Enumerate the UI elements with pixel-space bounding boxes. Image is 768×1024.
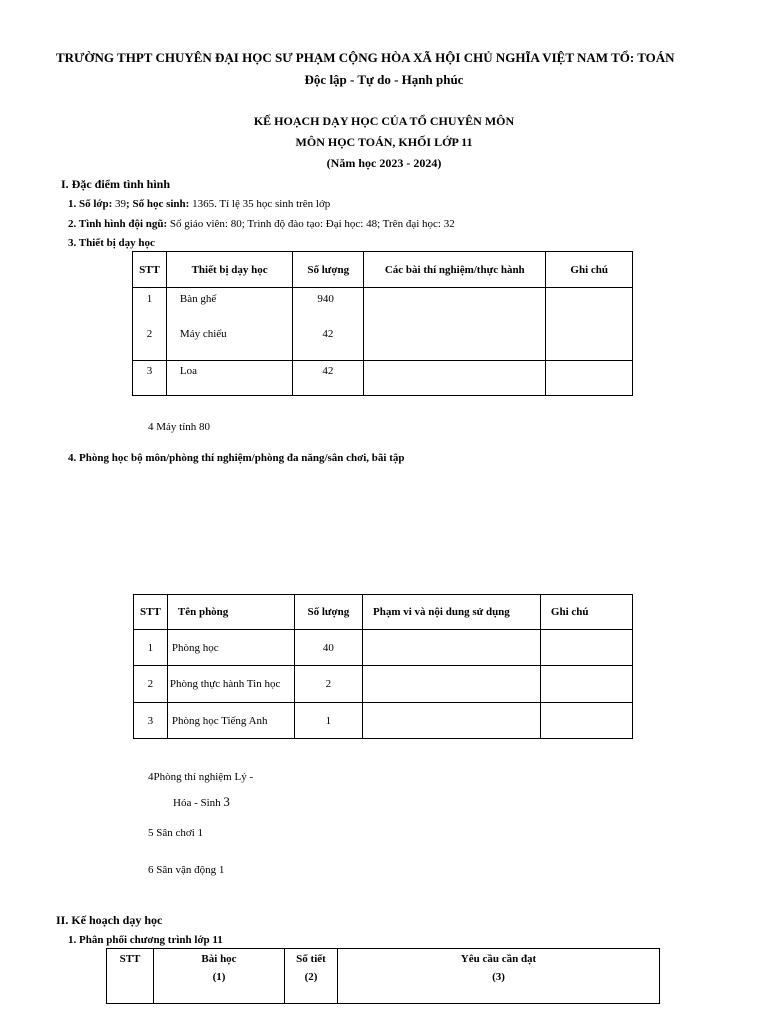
staff-line xyxy=(68,218,455,230)
col-header-stt: STT xyxy=(134,595,168,630)
room-extra-4b xyxy=(173,794,230,810)
row-quantity: 940 xyxy=(317,293,334,305)
room-extra-4a: 4Phòng thí nghiệm Lý - xyxy=(148,771,254,783)
student-ratio-text: . Tỉ lệ 35 học sinh trên lớp xyxy=(214,198,331,210)
col-header-room-name: Tên phòng xyxy=(167,595,294,630)
table-row xyxy=(133,288,633,361)
table-row xyxy=(134,630,633,666)
document-title: KẾ HOẠCH DẠY HỌC CỦA TỔ CHUYÊN MÔN xyxy=(253,114,515,128)
row-quantity: 42 xyxy=(293,361,364,396)
class-count-value: 39 xyxy=(112,198,127,210)
rooms-heading: 4. Phòng học bộ môn/phòng thí nghiệm/phòng đa năng/sân chơi, bãi tập xyxy=(68,452,405,464)
col-header-quantity: Số lượng xyxy=(293,252,364,288)
col-header-notes: Ghi chú xyxy=(540,595,632,630)
program-heading: 1. Phân phối chương trình lớp 11 xyxy=(68,934,223,946)
row-equipment-name: Máy chiếu xyxy=(179,328,227,340)
motto: Độc lập - Tự do - Hạnh phúc xyxy=(304,72,464,87)
room-extra-6: 6 Sân vận động 1 xyxy=(148,864,225,876)
col-header-stt xyxy=(107,949,154,1004)
equipment-table-header xyxy=(133,252,633,288)
staff-label: 2. Tình hình đội ngũ: xyxy=(68,218,168,230)
student-count-value: 1365 xyxy=(189,198,215,210)
staff-value: Số giáo viên: 80; Trình độ đào tạo: Đại học: 48; Trên đại học: 32 xyxy=(167,218,455,230)
row-room-name: Phòng học Tiếng Anh xyxy=(167,703,294,739)
equipment-table xyxy=(132,251,633,396)
col-header-requirements-label: Yêu cầu cần đạt xyxy=(460,953,537,965)
room-extra-4b-name: Hóa - Sinh xyxy=(173,797,221,809)
table-row xyxy=(133,361,633,396)
row-equipment-name: Loa xyxy=(166,361,292,396)
col-header-equipment: Thiết bị dạy học xyxy=(166,252,292,288)
table-row xyxy=(134,703,633,739)
col-header-periods-label: Số tiết xyxy=(296,953,326,965)
col-header-requirements-index: (3) xyxy=(492,971,505,983)
school-year: (Năm học 2023 - 2024) xyxy=(326,156,442,170)
room-extra-4b-qty: 3 xyxy=(223,794,230,809)
student-count-label: ; Số học sinh: xyxy=(126,198,190,210)
col-header-experiments: Các bài thí nghiệm/thực hành xyxy=(364,252,546,288)
row-stt: 3 xyxy=(134,703,168,739)
row-equipment-name: Bàn ghế xyxy=(179,293,217,305)
equipment-extra-item: 4 Máy tính 80 xyxy=(148,421,211,433)
class-count-label: 1. Số lớp: xyxy=(68,198,113,210)
rooms-table-header xyxy=(134,595,633,630)
plan-table xyxy=(106,948,660,1004)
col-header-lesson-index: (1) xyxy=(212,971,226,983)
col-header-usage: Phạm vi và nội dung sử dụng xyxy=(362,595,540,630)
table-row xyxy=(134,666,633,703)
row-stt: 3 xyxy=(133,361,167,396)
row-quantity: 42 xyxy=(322,328,334,340)
section-1-heading: I. Đặc điểm tình hình xyxy=(61,177,171,191)
row-quantity: 1 xyxy=(294,703,362,739)
row-stt: 2 xyxy=(146,328,153,340)
document-subtitle: MÔN HỌC TOÁN, KHỐI LỚP 11 xyxy=(295,135,473,149)
row-room-name: Phòng thực hành Tin học xyxy=(167,666,294,703)
room-extra-5: 5 Sân chơi 1 xyxy=(148,827,204,839)
col-header-periods xyxy=(285,949,338,1004)
col-header-quantity: Số lượng xyxy=(294,595,362,630)
col-header-lesson-label: Bài học xyxy=(201,953,237,965)
col-header-requirements xyxy=(338,949,660,1004)
rooms-table xyxy=(133,594,633,739)
class-count-line xyxy=(68,198,330,210)
equipment-heading: 3. Thiết bị dạy học xyxy=(68,237,155,249)
col-header-notes: Ghi chú xyxy=(546,252,633,288)
row-stt: 1 xyxy=(146,293,153,305)
row-stt: 1 xyxy=(134,630,168,666)
school-header-line: TRƯỜNG THPT CHUYÊN ĐẠI HỌC SƯ PHẠM CỘNG HÒA XÃ HỘI CHỦ NGHĨA VIỆT NAM TỔ: TOÁN xyxy=(56,50,675,65)
plan-table-header xyxy=(107,949,660,1004)
row-room-name: Phòng học xyxy=(167,630,294,666)
section-2-heading: II. Kế hoạch dạy học xyxy=(56,913,163,927)
row-stt: 2 xyxy=(134,666,168,703)
col-header-stt: STT xyxy=(133,252,167,288)
row-quantity: 40 xyxy=(294,630,362,666)
col-header-periods-index: (2) xyxy=(304,971,318,983)
col-header-lesson xyxy=(154,949,285,1004)
col-header-stt-label: STT xyxy=(119,953,141,965)
row-quantity: 2 xyxy=(294,666,362,703)
